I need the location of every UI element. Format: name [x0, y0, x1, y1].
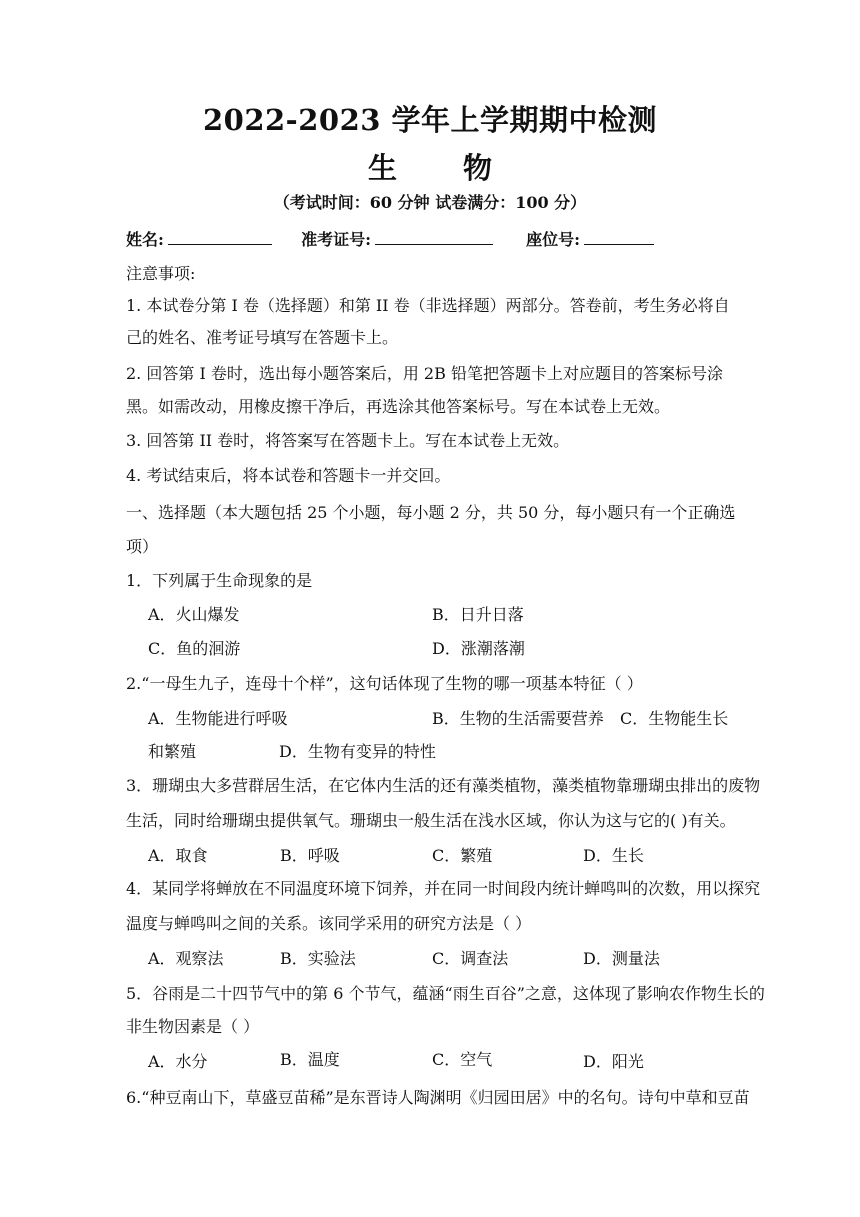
q1-option-a: A．火山爆发: [148, 605, 240, 624]
q5-option-c: C．空气: [432, 1050, 493, 1069]
exam-info: （考试时间：60 分钟 试卷满分：100 分）: [273, 193, 587, 212]
seat-blank: [584, 228, 654, 245]
ticket-blank: [375, 228, 493, 245]
q4-option-c: C．调查法: [432, 949, 509, 968]
note-1-line-1: 1. 本试卷分第 I 卷（选择题）和第 II 卷（非选择题）两部分。答卷前，考生务必将自: [126, 296, 730, 315]
q2-option-a: A．生物能进行呼吸: [148, 709, 288, 728]
ticket-label: 准考证号:: [301, 230, 371, 249]
notes-heading: 注意事项:: [126, 264, 196, 283]
q1-option-b: B．日升日落: [432, 605, 524, 624]
q6-stem-line-1: 6.“种豆南山下，草盛豆苗稀”是东晋诗人陶渊明《归园田居》中的名句。诗句中草和豆苗: [126, 1088, 750, 1107]
q1-option-d: D．涨潮落潮: [432, 639, 525, 658]
q5-stem-line-2: 非生物因素是（ ）: [126, 1017, 260, 1036]
note-2-line-2: 黑。如需改动，用橡皮擦干净后，再选涂其他答案标号。写在本试卷上无效。: [126, 397, 671, 416]
q4-stem-line-1: 4．某同学将蝉放在不同温度环境下饲养，并在同一时间段内统计蝉鸣叫的次数，用以探究: [126, 879, 761, 898]
section-heading-line-2: 项）: [126, 537, 159, 556]
note-2-line-1: 2. 回答第 I 卷时，选出每小题答案后，用 2B 铅笔把答题卡上对应题目的答案标号涂: [126, 364, 723, 383]
q5-option-d: D．阳光: [583, 1052, 644, 1071]
q4-stem-line-2: 温度与蝉鸣叫之间的关系。该同学采用的研究方法是（ ）: [126, 914, 532, 933]
q2-option-c-cont: 和繁殖: [148, 742, 197, 761]
note-3: 3. 回答第 II 卷时，将答案写在答题卡上。写在本试卷上无效。: [126, 431, 570, 450]
q1-stem: 1．下列属于生命现象的是: [126, 571, 313, 590]
q5-option-a: A．水分: [148, 1052, 208, 1071]
q2-option-c: C．生物能生长: [620, 709, 729, 728]
q2-option-b: B．生物的生活需要营养: [432, 709, 604, 728]
note-1-line-2: 己的姓名、准考证号填写在答题卡上。: [126, 328, 399, 347]
note-4: 4. 考试结束后，将本试卷和答题卡一并交回。: [126, 466, 451, 485]
name-blank: [168, 228, 272, 245]
q3-option-b: B．呼吸: [280, 846, 340, 865]
q2-option-d: D．生物有变异的特性: [279, 742, 436, 761]
q5-stem-line-1: 5．谷雨是二十四节气中的第 6 个节气，蕴涵“雨生百谷”之意，这体现了影响农作物生长的: [126, 984, 765, 1003]
q4-option-a: A．观察法: [148, 949, 224, 968]
exam-title: 2022-2023 学年上学期期中检测: [202, 103, 658, 137]
q3-option-c: C．繁殖: [432, 846, 493, 865]
seat-label: 座位号:: [526, 230, 581, 249]
subject-title: 生 物: [367, 151, 521, 185]
section-heading-line-1: 一、选择题（本大题包括 25 个小题，每小题 2 分，共 50 分，每小题只有一个正确选: [126, 503, 736, 522]
q1-option-c: C．鱼的洄游: [148, 639, 241, 658]
q3-option-a: A．取食: [148, 846, 208, 865]
q3-stem-line-1: 3．珊瑚虫大多营群居生活，在它体内生活的还有藻类植物，藻类植物靠珊瑚虫排出的废物: [126, 776, 761, 795]
name-label: 姓名:: [126, 230, 164, 249]
student-info-row: [126, 228, 736, 251]
q4-option-d: D．测量法: [583, 949, 660, 968]
q3-stem-line-2: 生活，同时给珊瑚虫提供氧气。珊瑚虫一般生活在浅水区域，你认为这与它的( )有关。: [126, 811, 736, 830]
q4-option-b: B．实验法: [280, 949, 356, 968]
q5-option-b: B．温度: [280, 1050, 340, 1069]
q2-stem: 2.“一母生九子，连母十个样”，这句话体现了生物的哪一项基本特征（ ）: [126, 674, 643, 693]
q3-option-d: D．生长: [583, 846, 644, 865]
